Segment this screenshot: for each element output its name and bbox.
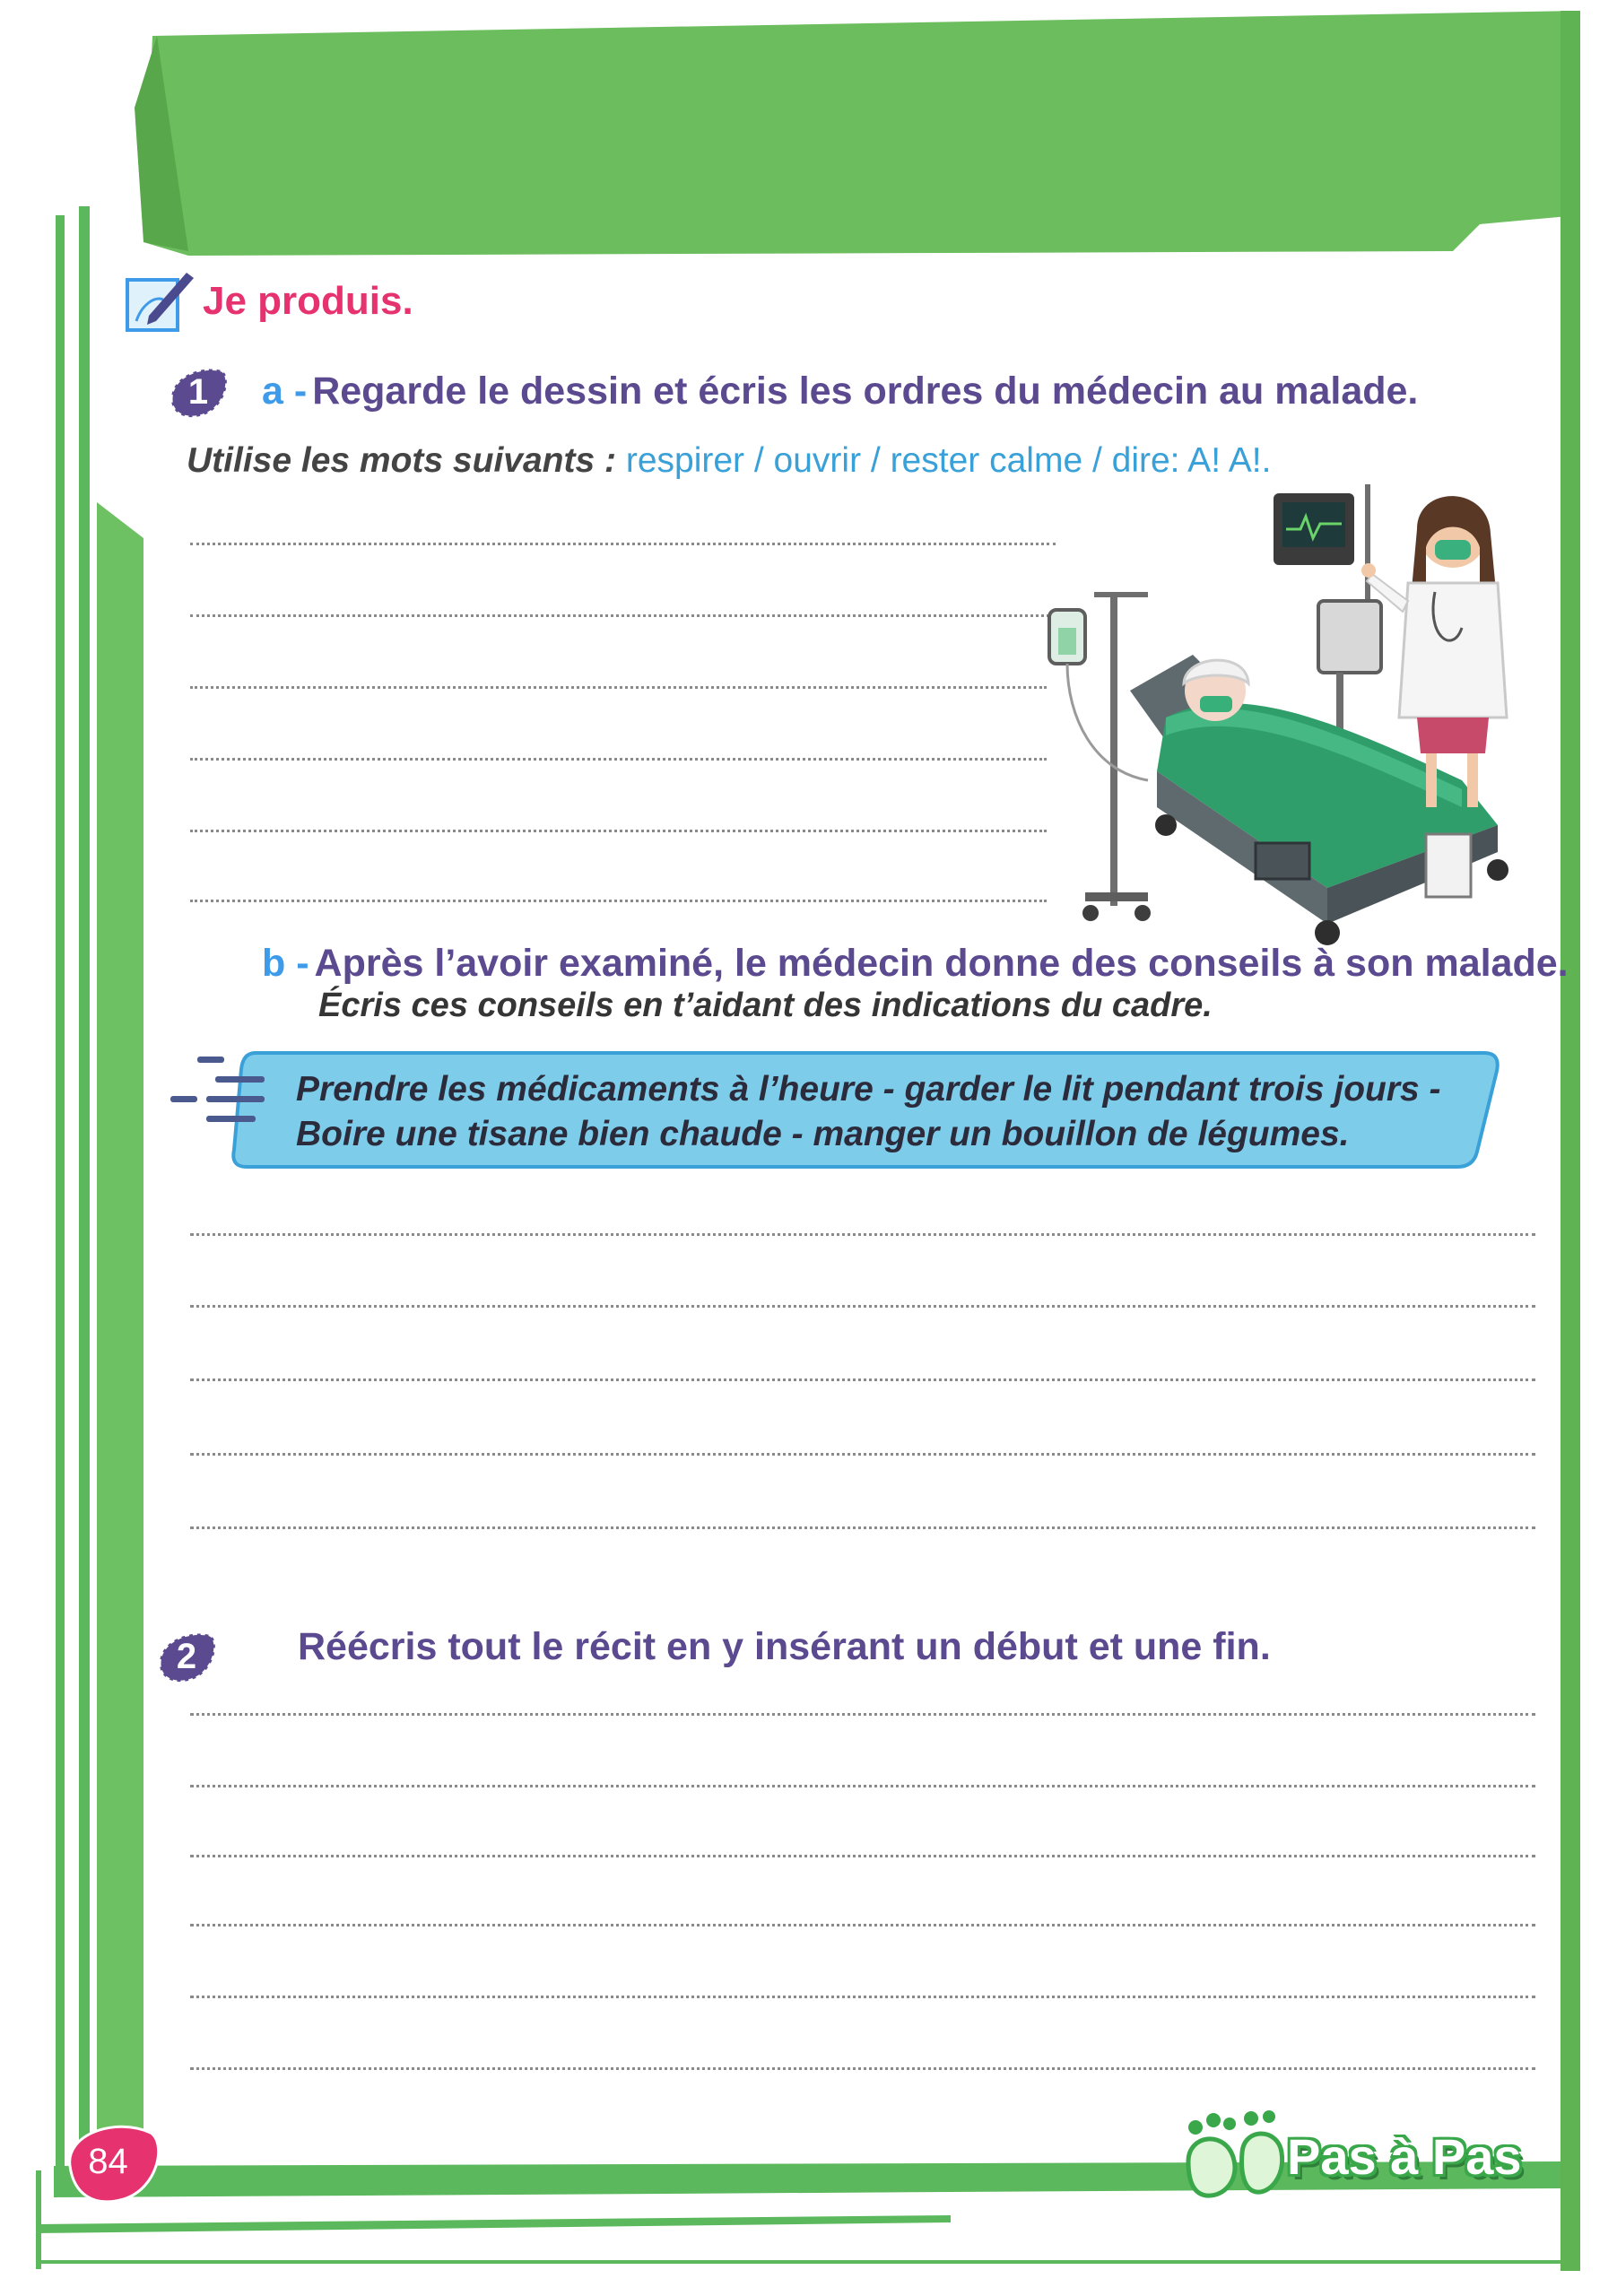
answer-line-1a-2[interactable]	[190, 614, 1056, 617]
answer-line-2-5[interactable]	[190, 1996, 1535, 1998]
exercise-2-number: 2	[176, 1637, 197, 1676]
exercise-1-badge	[166, 363, 230, 421]
section-title: Je produis.	[203, 279, 413, 323]
answer-line-1a-1[interactable]	[190, 543, 1056, 545]
instruction-words: respirer / ouvrir / rester calme / dire: A! A!.	[625, 441, 1272, 480]
hint-box-text	[296, 1067, 1441, 1157]
hint-box-line-2: Boire une tisane bien chaude - manger un bouillon de légumes.	[296, 1115, 1350, 1153]
speed-lines-icon	[170, 1057, 269, 1128]
exercise-1a-title	[262, 370, 1418, 413]
answer-line-2-1[interactable]	[190, 1713, 1535, 1716]
answer-line-2-4[interactable]	[190, 1924, 1535, 1926]
answer-line-1b-3[interactable]	[190, 1378, 1535, 1381]
hint-box-line-1: Prendre les médicaments à l’heure - garder le lit pendant trois jours -	[296, 1070, 1441, 1109]
answer-line-1b-1[interactable]	[190, 1233, 1535, 1236]
answer-line-2-6[interactable]	[190, 2067, 1535, 2070]
answer-line-1b-4[interactable]	[190, 1453, 1535, 1456]
answer-line-1b-5[interactable]	[190, 1526, 1535, 1529]
instruction-prefix: Utilise les mots suivants :	[187, 441, 616, 480]
brand-name: Pas à Pas	[1287, 2128, 1522, 2185]
exercise-1b-letter: b -	[262, 942, 309, 985]
page-number-badge	[52, 2117, 164, 2206]
answer-line-2-2[interactable]	[190, 1785, 1535, 1787]
exercise-1a-letter: a -	[262, 370, 308, 413]
answer-line-1a-6[interactable]	[190, 900, 1047, 902]
answer-line-1b-2[interactable]	[190, 1305, 1535, 1308]
exercise-1b-hint: Écris ces conseils en t’aidant des indications du cadre.	[318, 987, 1213, 1024]
exercise-2-title: Réécris tout le récit en y insérant un début et une fin.	[298, 1625, 1271, 1668]
exercise-1a-text: Regarde le dessin et écris les ordres du médecin au malade.	[312, 370, 1419, 413]
exercise-1b-text: Après l’avoir examiné, le médecin donne des conseils à son malade.	[314, 942, 1569, 985]
exercise-2-badge	[154, 1628, 219, 1685]
answer-line-1a-5[interactable]	[190, 830, 1047, 832]
exercise-1a-instruction	[187, 441, 1271, 481]
answer-line-2-3[interactable]	[190, 1855, 1535, 1857]
answer-line-1a-3[interactable]	[190, 686, 1047, 689]
exercise-1-number: 1	[187, 372, 209, 412]
page-number: 84	[88, 2142, 128, 2181]
answer-line-1a-4[interactable]	[190, 758, 1047, 761]
section-heading	[124, 269, 413, 334]
exercise-1b-title	[262, 942, 1569, 986]
pencil-note-icon	[124, 269, 197, 334]
doctor-patient-illustration	[1031, 484, 1534, 951]
